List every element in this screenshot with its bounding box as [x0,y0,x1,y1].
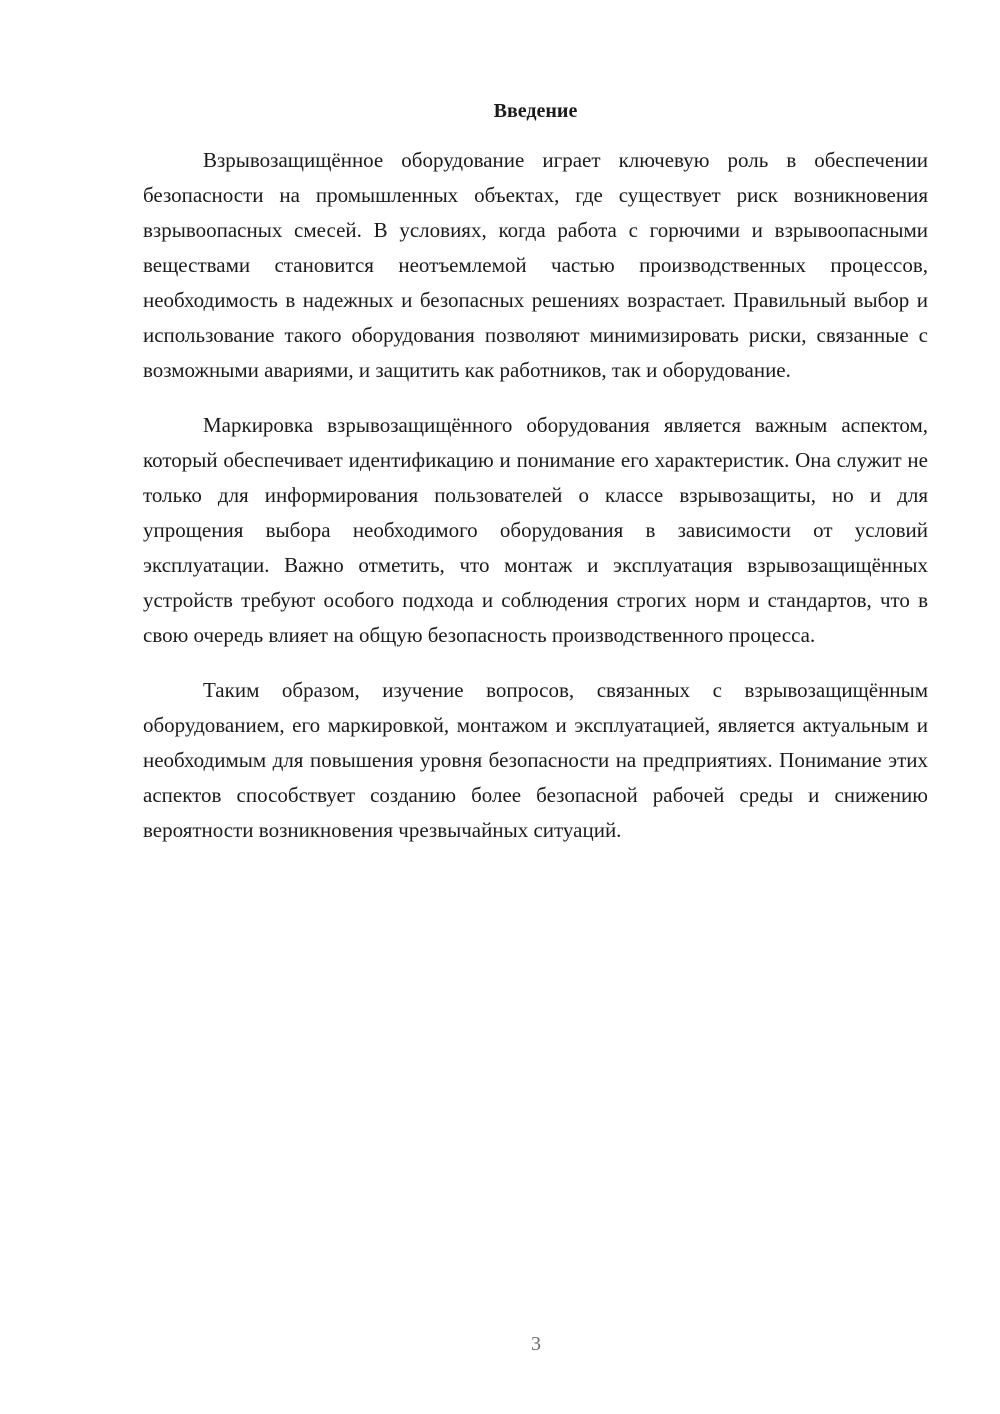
paragraph-1: Взрывозащищённое оборудование играет ключевую роль в обеспечении безопасности на промышленных объектах, где существует риск возникновения взрывоопасных смесей. В условиях, когда работа с горючими и взрывоопасными веществами становится неотъемлемой частью производственных процессов, необходимость в надежных и безопасных решениях возрастает. Правильный выбор и использование такого оборудования позволяют минимизировать риски, связанные с возможными авариями, и защитить как работников, так и оборудование. [143,148,928,382]
section-title: Введение [493,100,578,122]
paragraph-2: Маркировка взрывозащищённого оборудования является важным аспектом, который обеспечивает идентификацию и понимание его характеристик. Она служит не только для информирования пользователей о классе взрывозащиты, но и для упрощения выбора необходимого оборудования в зависимости от условий эксплуатации. Важно отметить, что монтаж и эксплуатация взрывозащищённых устройств требуют особого подхода и соблюдения строгих норм и стандартов, что в свою очередь влияет на общую безопасность производственного процесса. [143,413,928,647]
paragraph-3: Таким образом, изучение вопросов, связанных с взрывозащищённым оборудованием, его маркировкой, монтажом и эксплуатацией, является актуальным и необходимым для повышения уровня безопасности на предприятиях. Понимание этих аспектов способствует созданию более безопасной рабочей среды и снижению вероятности возникновения чрезвычайных ситуаций. [143,678,928,842]
page-number: 3 [531,1333,541,1355]
page-content [143,96,928,868]
